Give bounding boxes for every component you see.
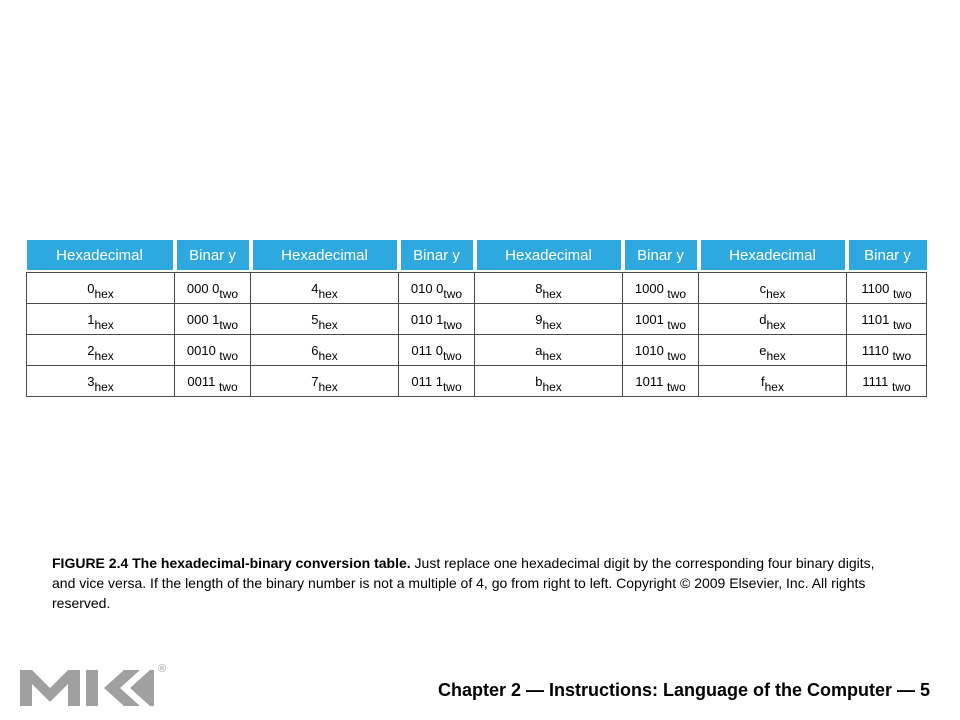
hex-subscript: hex xyxy=(318,348,338,363)
hex-digit: f xyxy=(761,373,765,389)
two-subscript: two xyxy=(667,317,687,332)
two-subscript: two xyxy=(218,379,238,394)
hex-cell xyxy=(251,304,399,335)
two-subscript: two xyxy=(667,286,687,301)
hex-cell xyxy=(475,273,623,304)
hex-digit: 0 xyxy=(87,280,95,296)
hex-subscript: hex xyxy=(764,379,784,394)
header-binary: Binar y xyxy=(399,240,475,270)
hex-digit: 5 xyxy=(311,311,319,327)
binary-digits: 1111 xyxy=(862,373,892,389)
hex-cell xyxy=(475,335,623,366)
hex-cell xyxy=(699,335,847,366)
hex-cell xyxy=(27,304,175,335)
hex-cell xyxy=(251,366,399,397)
hex-subscript: hex xyxy=(542,379,562,394)
binary-cell xyxy=(399,304,475,335)
hex-subscript: hex xyxy=(94,286,114,301)
table-row xyxy=(27,366,927,397)
hex-cell xyxy=(27,273,175,304)
two-subscript: two xyxy=(219,286,239,301)
binary-cell xyxy=(623,273,699,304)
hex-digit: b xyxy=(535,373,543,389)
hex-cell xyxy=(699,304,847,335)
binary-cell xyxy=(847,366,927,397)
header-hexadecimal: Hexadecimal xyxy=(699,240,847,270)
binary-digits: 1101 xyxy=(861,311,893,327)
hex-cell xyxy=(475,304,623,335)
two-subscript: two xyxy=(219,348,239,363)
hex-subscript: hex xyxy=(542,286,562,301)
hex-subscript: hex xyxy=(318,286,338,301)
binary-cell xyxy=(399,366,475,397)
hex-cell xyxy=(251,273,399,304)
binary-cell xyxy=(175,304,251,335)
binary-digits: 1000 xyxy=(634,280,668,296)
hex-subscript: hex xyxy=(542,348,562,363)
hex-binary-table xyxy=(26,240,927,397)
hex-digit: d xyxy=(759,311,767,327)
hex-digit: 9 xyxy=(535,311,543,327)
binary-digits: 1100 xyxy=(861,280,893,296)
two-subscript: two xyxy=(219,317,239,332)
header-binary: Binar y xyxy=(623,240,699,270)
binary-cell xyxy=(623,366,699,397)
two-subscript: two xyxy=(892,348,912,363)
footer-title: Chapter 2 — Instructions: Language of the Computer — 5 xyxy=(437,680,930,700)
binary-cell xyxy=(175,366,251,397)
binary-digits: 1001 xyxy=(634,311,668,327)
binary-cell xyxy=(847,304,927,335)
hex-subscript: hex xyxy=(318,317,338,332)
header-hexadecimal: Hexadecimal xyxy=(27,240,175,270)
table-header-row xyxy=(27,240,927,270)
binary-cell xyxy=(847,273,927,304)
hex-subscript: hex xyxy=(94,317,114,332)
hex-digit: 3 xyxy=(87,373,95,389)
binary-digits: 010 0 xyxy=(410,280,444,296)
header-binary: Binar y xyxy=(847,240,927,270)
two-subscript: two xyxy=(666,379,686,394)
two-subscript: two xyxy=(443,286,463,301)
hex-digit: 8 xyxy=(535,280,543,296)
hex-cell xyxy=(475,366,623,397)
binary-digits: 000 0 xyxy=(186,280,220,296)
caption-body: Just replace one hexadecimal digit by the corresponding four binary digits, and vice versa. If the length of the binary number is not a multiple of 4, go from right to left. Copyright © 2009 Elsevier, Inc. All rights reserved. xyxy=(52,555,875,611)
hex-digit: 1 xyxy=(87,311,95,327)
table-row xyxy=(27,273,927,304)
binary-digits: 1011 xyxy=(635,373,667,389)
hex-subscript: hex xyxy=(766,348,786,363)
header-binary: Binar y xyxy=(175,240,251,270)
binary-digits: 010 1 xyxy=(410,311,444,327)
two-subscript: two xyxy=(442,348,462,363)
caption-lead: FIGURE 2.4 The hexadecimal-binary conversion table. xyxy=(52,555,411,571)
hex-subscript: hex xyxy=(94,348,114,363)
header-hexadecimal: Hexadecimal xyxy=(251,240,399,270)
binary-cell xyxy=(623,335,699,366)
hex-subscript: hex xyxy=(318,379,338,394)
binary-digits: 011 1 xyxy=(411,373,443,389)
binary-cell xyxy=(399,335,475,366)
two-subscript: two xyxy=(442,379,462,394)
header-hexadecimal: Hexadecimal xyxy=(475,240,623,270)
hex-digit: c xyxy=(759,280,767,296)
hex-digit: 4 xyxy=(311,280,319,296)
binary-digits: 1110 xyxy=(861,342,893,358)
hex-subscript: hex xyxy=(94,379,114,394)
binary-cell xyxy=(175,335,251,366)
two-subscript: two xyxy=(667,348,687,363)
figure-caption xyxy=(52,553,892,613)
table-row xyxy=(27,304,927,335)
two-subscript: two xyxy=(891,379,911,394)
two-subscript: two xyxy=(443,317,463,332)
two-subscript: two xyxy=(892,317,912,332)
binary-digits: 1010 xyxy=(634,342,668,358)
hex-subscript: hex xyxy=(542,317,562,332)
binary-cell xyxy=(847,335,927,366)
hex-digit: e xyxy=(759,342,767,358)
hex-digit: a xyxy=(535,342,543,358)
table-row xyxy=(27,335,927,366)
binary-digits: 0010 xyxy=(186,342,220,358)
hex-digit: 2 xyxy=(87,342,95,358)
binary-cell xyxy=(175,273,251,304)
hex-cell xyxy=(699,366,847,397)
binary-cell xyxy=(399,273,475,304)
hex-subscript: hex xyxy=(766,286,786,301)
hex-cell xyxy=(27,335,175,366)
binary-cell xyxy=(623,304,699,335)
binary-digits: 0011 xyxy=(187,373,219,389)
binary-digits: 000 1 xyxy=(186,311,220,327)
registered-mark: ® xyxy=(158,663,167,675)
hex-cell xyxy=(27,366,175,397)
hex-cell xyxy=(251,335,399,366)
two-subscript: two xyxy=(892,286,912,301)
hex-digit: 7 xyxy=(311,373,319,389)
binary-digits: 011 0 xyxy=(411,342,443,358)
hex-subscript: hex xyxy=(766,317,786,332)
hex-cell xyxy=(699,273,847,304)
mk-logo xyxy=(20,660,170,708)
table-body xyxy=(27,270,927,397)
hex-digit: 6 xyxy=(311,342,319,358)
